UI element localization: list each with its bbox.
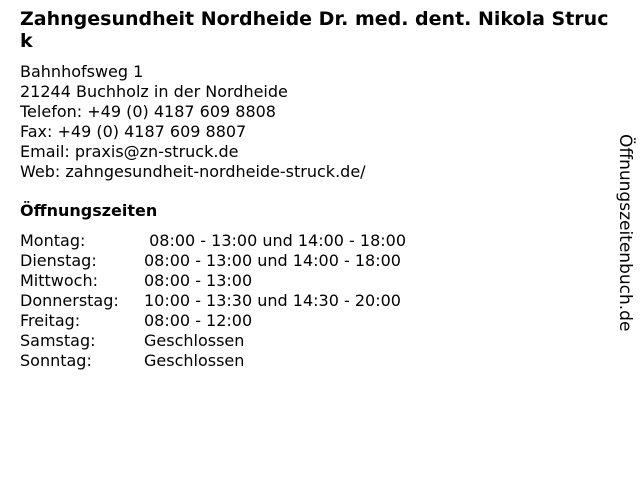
contact-block (20, 62, 610, 182)
day-label: Sonntag: (20, 351, 92, 370)
hours-row-saturday (20, 331, 610, 351)
day-label: Dienstag: (20, 251, 97, 270)
day-label: Montag: (20, 231, 86, 250)
hours-row-sunday (20, 351, 610, 371)
site-watermark: Öffnungszeitenbuch.de (615, 134, 635, 332)
time-value: 08:00 - 13:00 und 14:00 - 18:00 (144, 251, 401, 270)
day-label: Freitag: (20, 311, 81, 330)
opening-hours-heading: Öffnungszeiten (20, 201, 158, 220)
time-value: Geschlossen (144, 351, 245, 370)
time-value: 08:00 - 12:00 (144, 311, 253, 330)
practice-card (20, 8, 610, 371)
fax-line: Fax: +49 (0) 4187 609 8807 (20, 122, 247, 141)
web-line: Web: zahngesundheit-nordheide-struck.de/ (20, 162, 366, 181)
practice-name: Zahngesundheit Nordheide Dr. med. dent. Nikola Struck (20, 8, 609, 52)
opening-hours-table (20, 231, 610, 371)
day-label: Mittwoch: (20, 271, 98, 290)
time-value: 10:00 - 13:30 und 14:30 - 20:00 (144, 291, 401, 310)
city-line: 21244 Buchholz in der Nordheide (20, 82, 288, 101)
day-label: Donnerstag: (20, 291, 119, 310)
email-line: Email: praxis@zn-struck.de (20, 142, 239, 161)
hours-row-friday (20, 311, 610, 331)
time-value: 08:00 - 13:00 (144, 271, 253, 290)
street-line: Bahnhofsweg 1 (20, 62, 144, 81)
hours-row-tuesday (20, 251, 610, 271)
time-value: 08:00 - 13:00 und 14:00 - 18:00 (144, 231, 407, 250)
hours-row-monday (20, 231, 610, 251)
day-label: Samstag: (20, 331, 96, 350)
hours-row-thursday (20, 291, 610, 311)
time-value: Geschlossen (144, 331, 245, 350)
phone-line: Telefon: +49 (0) 4187 609 8808 (20, 102, 276, 121)
hours-row-wednesday (20, 271, 610, 291)
